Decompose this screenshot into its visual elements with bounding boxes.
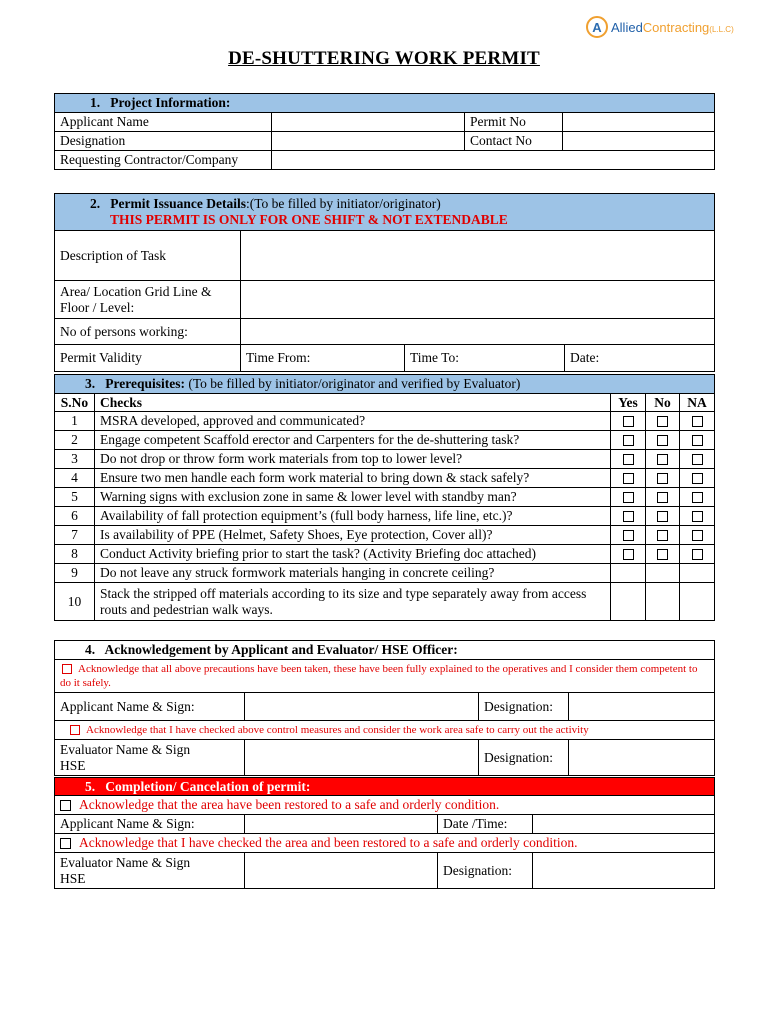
ack-evaluator-text: Acknowledge that I have checked above control measures and consider the work area safe to carry out the activity (86, 724, 589, 736)
field-time-to[interactable]: Time To: (405, 345, 565, 372)
checkbox-completion-evaluator[interactable] (60, 838, 71, 849)
row-check: Availability of fall protection equipment’s (full body harness, life line, etc.)? (95, 507, 611, 526)
field-applicant-name[interactable] (272, 113, 465, 132)
na-cell (680, 469, 715, 488)
hse-text: HSE (60, 757, 86, 773)
table-row (55, 469, 715, 488)
field-area-location[interactable] (241, 281, 715, 319)
field-date[interactable]: Date: (565, 345, 715, 372)
no-cell (646, 450, 680, 469)
yes-cell (611, 450, 646, 469)
section4-number: 4. (85, 642, 96, 657)
section2-heading: Permit Issuance Details (110, 196, 246, 211)
label-completion-applicant-sign: Applicant Name & Sign: (55, 815, 245, 834)
yes-cell (611, 488, 646, 507)
yes-cell (611, 431, 646, 450)
completion-ack-evaluator-row (55, 834, 715, 853)
column-header-no: No (646, 394, 680, 412)
label-description-of-task: Description of Task (55, 231, 241, 281)
ack-evaluator-row (55, 721, 715, 740)
logo-text-part2: Contracting (642, 19, 710, 35)
row-check: Stack the stripped off materials according to its size and type separately away from access routs and pedestrian walk ways. (95, 583, 611, 621)
field-date-time[interactable] (533, 815, 715, 834)
row-check: Engage competent Scaffold erector and Carpenters for the de-shuttering task? (95, 431, 611, 450)
table-row (55, 545, 715, 564)
checkbox-ack-applicant[interactable] (62, 664, 72, 674)
section4-acknowledgement (54, 640, 715, 776)
ack-applicant-row (55, 660, 715, 693)
column-header-sno: S.No (55, 394, 95, 412)
checkbox-no[interactable] (657, 530, 668, 541)
field-designation-applicant[interactable] (569, 693, 715, 721)
row-check: Do not drop or throw form work materials from top to lower level? (95, 450, 611, 469)
section3-heading: Prerequisites: (105, 376, 185, 391)
label-evaluator-sign (55, 740, 245, 776)
row-sno: 5 (55, 488, 95, 507)
checkbox-na[interactable] (692, 473, 703, 484)
label-permit-validity: Permit Validity (55, 345, 241, 372)
label-completion-designation: Designation: (438, 853, 533, 889)
checkbox-yes[interactable] (623, 549, 634, 560)
logo-text-part1: Allied (611, 19, 643, 35)
row-sno: 9 (55, 564, 95, 583)
label-no-of-persons: No of persons working: (55, 319, 241, 345)
logo-text-suffix: (L.L.C) (709, 24, 734, 34)
no-cell[interactable] (646, 583, 680, 621)
section3-header (55, 375, 715, 394)
no-cell (646, 412, 680, 431)
checkbox-na[interactable] (692, 492, 703, 503)
checkbox-yes[interactable] (623, 454, 634, 465)
row-sno: 1 (55, 412, 95, 431)
checkbox-no[interactable] (657, 435, 668, 446)
yes-cell (611, 469, 646, 488)
na-cell (680, 450, 715, 469)
table-row (55, 412, 715, 431)
checkbox-na[interactable] (692, 549, 703, 560)
na-cell[interactable] (680, 583, 715, 621)
table-row (55, 507, 715, 526)
ack-applicant-text: Acknowledge that all above precautions have been taken, these have been fully explained to the operatives and I consider them competent to do it safely. (60, 663, 698, 689)
table-row (55, 583, 715, 621)
section3-prerequisites (54, 374, 715, 621)
label-completion-evaluator-sign (55, 853, 245, 889)
label-area-location: Area/ Location Grid Line & Floor / Level: (55, 281, 241, 319)
completion-hse-text: HSE (60, 870, 86, 886)
evaluator-sign-text: Evaluator Name & Sign (60, 741, 191, 757)
field-completion-evaluator-sign[interactable] (245, 853, 438, 889)
field-contact-no[interactable] (563, 132, 715, 151)
checkbox-na[interactable] (692, 435, 703, 446)
section2-number: 2. (90, 196, 101, 211)
label-applicant-name: Applicant Name (55, 113, 272, 132)
checkbox-completion-applicant[interactable] (60, 800, 71, 811)
section1-heading: Project Information: (110, 95, 231, 110)
row-sno: 10 (55, 583, 95, 621)
checkbox-na[interactable] (692, 530, 703, 541)
yes-cell (611, 412, 646, 431)
na-cell (680, 526, 715, 545)
no-cell (646, 431, 680, 450)
company-logo (586, 16, 734, 38)
checkbox-yes[interactable] (623, 530, 634, 541)
checkbox-yes[interactable] (623, 416, 634, 427)
table-row (55, 488, 715, 507)
na-cell (680, 545, 715, 564)
field-designation-evaluator[interactable] (569, 740, 715, 776)
table-row (55, 431, 715, 450)
checkbox-na[interactable] (692, 511, 703, 522)
no-cell (646, 469, 680, 488)
section2-header (55, 194, 715, 231)
checkbox-yes[interactable] (623, 492, 634, 503)
checkbox-no[interactable] (657, 473, 668, 484)
no-cell (646, 545, 680, 564)
no-cell[interactable] (646, 564, 680, 583)
yes-cell[interactable] (611, 583, 646, 621)
yes-cell (611, 526, 646, 545)
label-date-time: Date /Time: (438, 815, 533, 834)
section5-completion (54, 777, 715, 889)
row-check: Ensure two men handle each form work material to bring down & stack safely? (95, 469, 611, 488)
yes-cell (611, 545, 646, 564)
yes-cell (611, 507, 646, 526)
row-sno: 3 (55, 450, 95, 469)
label-designation-evaluator: Designation: (479, 740, 569, 776)
na-cell[interactable] (680, 564, 715, 583)
column-header-yes: Yes (611, 394, 646, 412)
section5-header (55, 778, 715, 796)
section2-permit-issuance (54, 193, 715, 372)
checkbox-na[interactable] (692, 416, 703, 427)
completion-ack-applicant-text: Acknowledge that the area have been restored to a safe and orderly condition. (79, 797, 500, 812)
logo-text (611, 20, 734, 35)
checkbox-ack-evaluator[interactable] (70, 725, 80, 735)
na-cell (680, 488, 715, 507)
row-sno: 4 (55, 469, 95, 488)
completion-evaluator-sign-text: Evaluator Name & Sign (60, 854, 191, 870)
section1-header (55, 94, 715, 113)
row-check: Conduct Activity briefing prior to start the task? (Activity Briefing doc attached) (95, 545, 611, 564)
section4-heading: Acknowledgement by Applicant and Evaluator/ HSE Officer: (104, 642, 458, 657)
field-time-from[interactable]: Time From: (241, 345, 405, 372)
field-applicant-sign[interactable] (245, 693, 479, 721)
section5-heading: Completion/ Cancelation of permit: (105, 778, 311, 794)
field-completion-designation[interactable] (533, 853, 715, 889)
checkbox-yes[interactable] (623, 435, 634, 446)
na-cell (680, 431, 715, 450)
section3-heading-note: (To be filled by initiator/originator and verified by Evaluator) (184, 376, 521, 391)
completion-ack-applicant-row (55, 796, 715, 815)
checkbox-no[interactable] (657, 454, 668, 465)
na-cell (680, 412, 715, 431)
label-designation: Designation (55, 132, 272, 151)
row-check: Do not leave any struck formwork materials hanging in concrete ceiling? (95, 564, 611, 583)
field-permit-no[interactable] (563, 113, 715, 132)
field-no-of-persons[interactable] (241, 319, 715, 345)
row-sno: 2 (55, 431, 95, 450)
yes-cell[interactable] (611, 564, 646, 583)
table-row (55, 564, 715, 583)
completion-ack-evaluator-text: Acknowledge that I have checked the area and been restored to a safe and orderly condition. (79, 835, 578, 850)
field-requesting-contractor[interactable] (272, 151, 715, 170)
row-sno: 8 (55, 545, 95, 564)
checkbox-no[interactable] (657, 492, 668, 503)
checkbox-yes[interactable] (623, 473, 634, 484)
field-evaluator-sign[interactable] (245, 740, 479, 776)
field-designation[interactable] (272, 132, 465, 151)
label-permit-no: Permit No (465, 113, 563, 132)
checkbox-no[interactable] (657, 511, 668, 522)
checkbox-no[interactable] (657, 416, 668, 427)
no-cell (646, 526, 680, 545)
label-requesting-contractor: Requesting Contractor/Company (55, 151, 272, 170)
row-check: Warning signs with exclusion zone in same & lower level with standby man? (95, 488, 611, 507)
section1-number: 1. (90, 95, 101, 110)
table-row (55, 526, 715, 545)
no-cell (646, 488, 680, 507)
label-designation-applicant: Designation: (479, 693, 569, 721)
field-description-of-task[interactable] (241, 231, 715, 281)
label-contact-no: Contact No (465, 132, 563, 151)
section3-number: 3. (85, 376, 96, 391)
table-row (55, 450, 715, 469)
column-header-checks: Checks (95, 394, 611, 412)
no-cell (646, 507, 680, 526)
row-sno: 7 (55, 526, 95, 545)
column-header-na: NA (680, 394, 715, 412)
permit-warning: THIS PERMIT IS ONLY FOR ONE SHIFT & NOT EXTENDABLE (110, 212, 508, 227)
row-check: Is availability of PPE (Helmet, Safety Shoes, Eye protection, Cover all)? (95, 526, 611, 545)
checkbox-na[interactable] (692, 454, 703, 465)
section4-header (55, 641, 715, 660)
na-cell (680, 507, 715, 526)
section5-number: 5. (85, 778, 96, 794)
section2-heading-note: :(To be filled by initiator/originator) (245, 196, 441, 211)
logo-mark: A (586, 16, 608, 38)
field-completion-applicant-sign[interactable] (245, 815, 438, 834)
page-title: DE-SHUTTERING WORK PERMIT (228, 48, 540, 69)
label-applicant-sign: Applicant Name & Sign: (55, 693, 245, 721)
checkbox-no[interactable] (657, 549, 668, 560)
row-check: MSRA developed, approved and communicated? (95, 412, 611, 431)
checkbox-yes[interactable] (623, 511, 634, 522)
row-sno: 6 (55, 507, 95, 526)
section1-project-info (54, 93, 715, 170)
